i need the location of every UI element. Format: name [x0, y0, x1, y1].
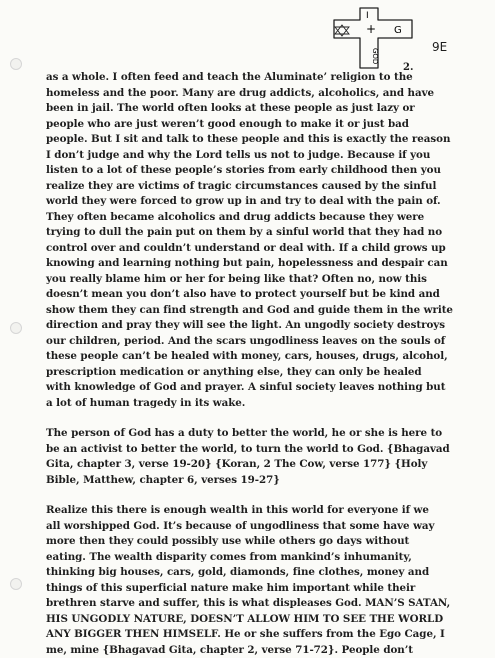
text-line: listen to a lot of these people’s stories from early childhood then you [46, 163, 466, 179]
text-line: you really blame him or her for being like that? Often no, now this [46, 272, 466, 288]
paragraph-gap [46, 488, 466, 503]
cross-letter-i: I [366, 11, 369, 21]
cross-letter-g: G [394, 25, 402, 36]
star-of-david-icon [335, 25, 349, 36]
text-line: trying to dull the pain put on them by a sinful world that they had no [46, 225, 466, 241]
text-line: our children, period. And the scars ungodliness leaves on the souls of [46, 334, 466, 350]
punch-hole [10, 322, 22, 334]
text-line: things of this superficial nature make him important while their [46, 581, 466, 597]
text-line: knowing and learning nothing but pain, hopelessness and despair can [46, 256, 466, 272]
document-body [46, 70, 466, 658]
text-line: eating. The wealth disparity comes from mankind’s inhumanity, [46, 550, 466, 566]
text-line: The person of God has a duty to better the world, he or she is here to [46, 426, 466, 442]
cross-vertical-word: GOD [371, 48, 379, 64]
text-line: people who are just weren’t good enough to make it or just bad [46, 117, 466, 133]
paragraph [46, 503, 466, 658]
text-line: homeless and the poor. Many are drug addicts, alcoholics, and have [46, 86, 466, 102]
text-line: all worshipped God. It’s because of ungodliness that some have way [46, 519, 466, 535]
paragraph-gap [46, 411, 466, 426]
text-line: Realize this there is enough wealth in this world for everyone if we [46, 503, 466, 519]
handwritten-page-label: 9E [432, 40, 447, 54]
text-line: people. But I sit and talk to these people and this is exactly the reason [46, 132, 466, 148]
page-number: 2. [403, 62, 413, 73]
text-line: brethren starve and suffer, this is what displeases God. MAN’S SATAN, [46, 596, 466, 612]
text-line: these people can’t be healed with money, cars, houses, drugs, alcohol, [46, 349, 466, 365]
text-line: Gita, chapter 3, verse 19-20} {Koran, 2 The Cow, verse 177} {Holy [46, 457, 466, 473]
punch-hole [10, 578, 22, 590]
text-line: I don’t judge and why the Lord tells us not to judge. Because if you [46, 148, 466, 164]
text-line: be an activist to better the world, to turn the world to God. {Bhagavad [46, 442, 466, 458]
text-line: direction and pray they will see the light. An ungodly society destroys [46, 318, 466, 334]
text-line: a lot of human tragedy in its wake. [46, 396, 466, 412]
text-line: thinking big houses, cars, gold, diamonds, fine clothes, money and [46, 565, 466, 581]
text-line: HIS UNGODLY NATURE, DOESN’T ALLOW HIM TO SEE THE WORLD [46, 612, 466, 628]
text-line: show them they can find strength and God and guide them in the write [46, 303, 466, 319]
text-line: as a whole. I often feed and teach the Aluminate’ religion to the [46, 70, 466, 86]
text-line: doesn’t mean you don’t also have to protect yourself but be kind and [46, 287, 466, 303]
text-line: been in jail. The world often looks at these people as just lazy or [46, 101, 466, 117]
text-line: prescription medication or anything else, they can only be healed [46, 365, 466, 381]
text-line: Bible, Matthew, chapter 6, verses 19-27} [46, 473, 466, 489]
text-line: realize they are victims of tragic circumstances caused by the sinful [46, 179, 466, 195]
punch-hole [10, 58, 22, 70]
text-line: with knowledge of God and prayer. A sinful society leaves nothing but [46, 380, 466, 396]
paragraph [46, 426, 466, 488]
text-line: control over and couldn’t understand or deal with. If a child grows up [46, 241, 466, 257]
cross-plus-sign: + [366, 22, 376, 36]
paragraph [46, 70, 466, 411]
text-line: They often became alcoholics and drug addicts because they were [46, 210, 466, 226]
hand-drawn-cross-emblem [320, 6, 425, 70]
text-line: more then they could possibly use while others go days without [46, 534, 466, 550]
text-line: me, mine {Bhagavad Gita, chapter 2, verse 71-72}. People don’t [46, 643, 466, 658]
text-line: ANY BIGGER THEN HIMSELF. He or she suffers from the Ego Cage, I [46, 627, 466, 643]
text-line: world they were forced to grow up in and try to deal with the pain of. [46, 194, 466, 210]
